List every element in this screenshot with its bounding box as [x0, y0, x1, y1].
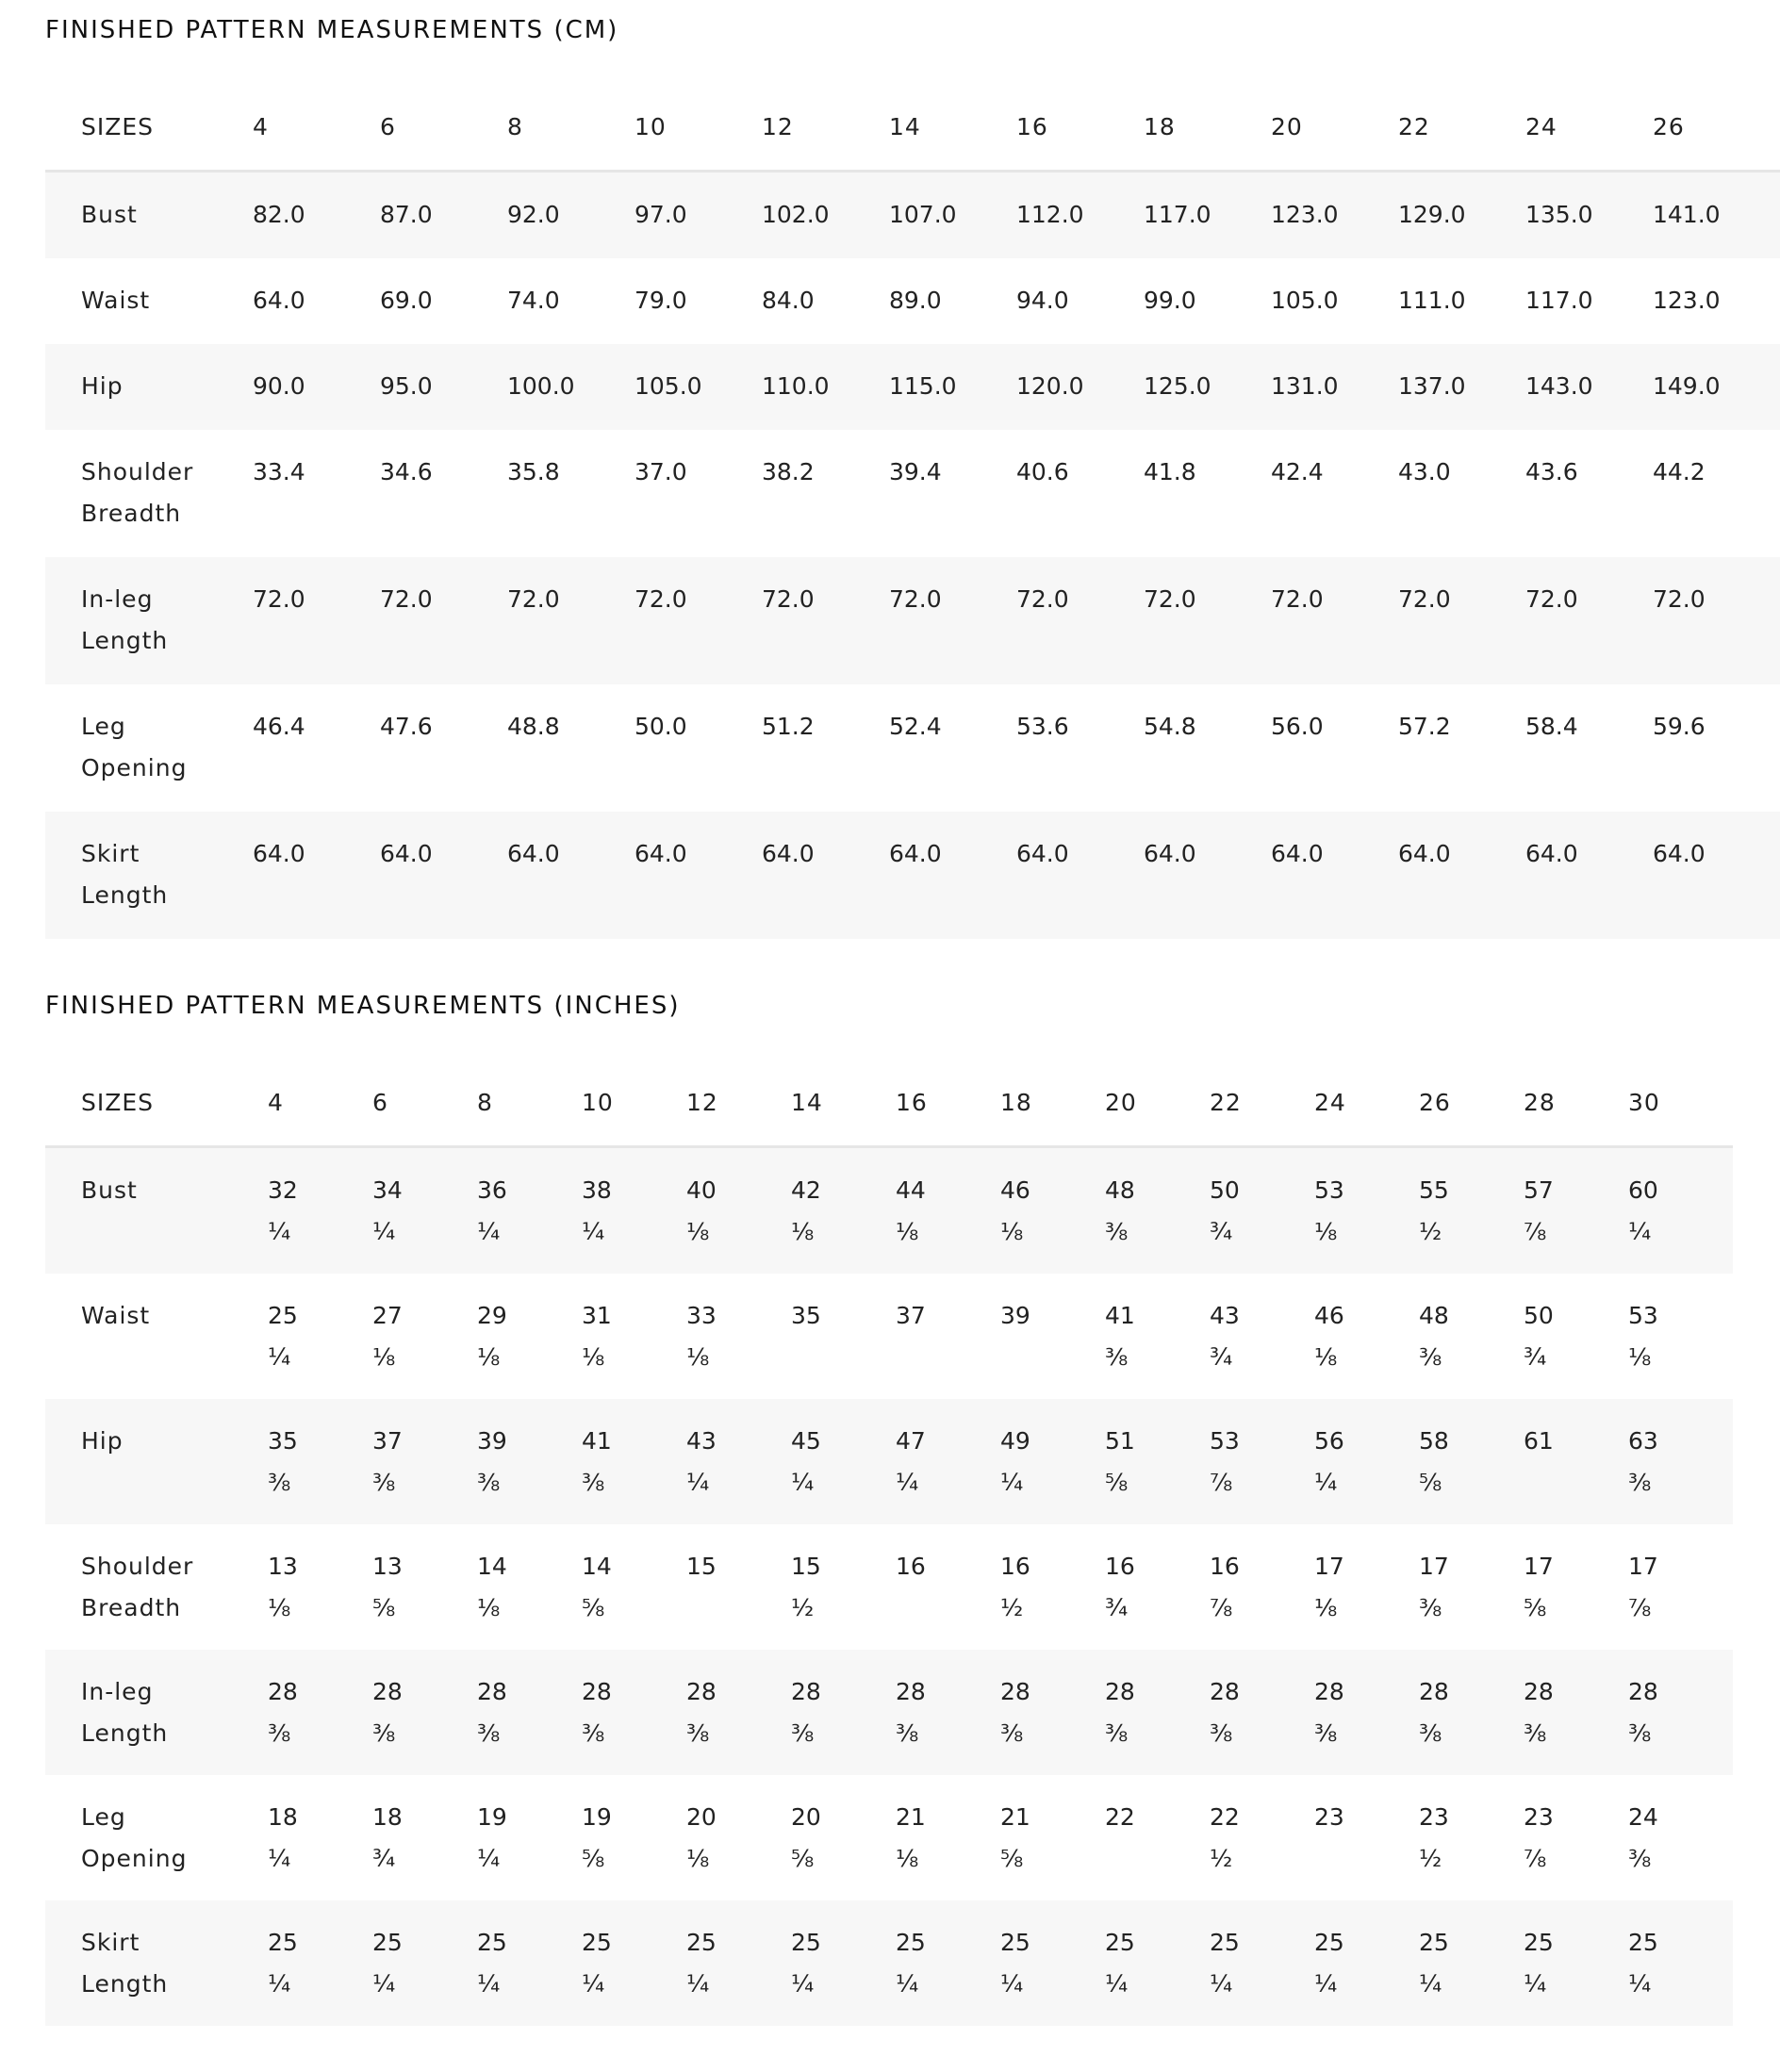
measurement-cell: 47.6	[380, 713, 433, 740]
measurement-cell: 18 ¼	[268, 1803, 298, 1872]
measurement-cell: 87.0	[380, 201, 433, 228]
measurement-cell: 28 ⅜	[1628, 1678, 1658, 1747]
measurement-cell: 33 ⅛	[686, 1302, 717, 1371]
measurement-cell: 25 ¼	[791, 1929, 821, 1998]
measurement-cell: 44 ⅛	[896, 1176, 926, 1245]
measurement-cell: 50 ¾	[1524, 1302, 1554, 1371]
measurement-cell: 14 ⅝	[582, 1553, 612, 1621]
size-header-22: 22	[1210, 1089, 1242, 1116]
measurement-cell: 42 ⅛	[791, 1176, 821, 1245]
measurement-cell: 25 ¼	[372, 1929, 403, 1998]
measurement-cell: 20 ⅝	[791, 1803, 821, 1872]
row-label: Hip	[81, 372, 124, 400]
measurement-cell: 15 ½	[791, 1553, 821, 1621]
measurement-cell: 72.0	[1525, 585, 1578, 613]
measurement-cell: 105.0	[1271, 287, 1339, 314]
measurement-cell: 25 ¼	[686, 1929, 717, 1998]
measurement-cell: 25 ¼	[268, 1929, 298, 1998]
measurement-cell: 28 ⅜	[791, 1678, 821, 1747]
measurement-cell: 120.0	[1016, 372, 1084, 400]
table-row	[45, 1524, 1733, 1650]
size-header-26: 26	[1419, 1089, 1451, 1116]
measurement-cell: 72.0	[1144, 585, 1196, 613]
table-row	[45, 172, 1780, 259]
table-row	[45, 344, 1780, 430]
row-label: Shoulder Breadth	[81, 458, 194, 527]
measurement-cell: 40.6	[1016, 458, 1069, 485]
measurement-cell: 38.2	[762, 458, 815, 485]
measurement-cell: 143.0	[1525, 372, 1593, 400]
measurement-cell: 72.0	[1271, 585, 1324, 613]
measurement-cell: 16 ¾	[1105, 1553, 1135, 1621]
measurement-cell: 94.0	[1016, 287, 1069, 314]
row-label: Bust	[81, 201, 138, 228]
measurement-cell: 56 ¼	[1314, 1427, 1344, 1496]
measurement-cell: 110.0	[762, 372, 830, 400]
measurement-cell: 117.0	[1144, 201, 1211, 228]
measurement-cell: 27 ⅛	[372, 1302, 403, 1371]
measurement-cell: 64.0	[1398, 840, 1451, 867]
measurement-cell: 43.0	[1398, 458, 1451, 485]
measurement-cell: 64.0	[762, 840, 815, 867]
measurement-cell: 22 ½	[1210, 1803, 1240, 1872]
measurement-cell: 48 ⅜	[1105, 1176, 1135, 1245]
measurement-cell: 25 ¼	[1210, 1929, 1240, 1998]
cm-measurements-table	[45, 85, 1780, 939]
measurement-cell: 23 ½	[1419, 1803, 1449, 1872]
measurement-cell: 28 ⅜	[686, 1678, 717, 1747]
size-header-10: 10	[635, 113, 667, 140]
measurement-cell: 57.2	[1398, 713, 1451, 740]
measurement-cell: 72.0	[1398, 585, 1451, 613]
measurement-cell: 131.0	[1271, 372, 1339, 400]
table-row	[45, 430, 1780, 557]
measurement-cell: 46 ⅛	[1000, 1176, 1030, 1245]
measurement-cell: 20 ⅛	[686, 1803, 717, 1872]
measurement-cell: 123.0	[1271, 201, 1339, 228]
measurement-cell: 34 ¼	[372, 1176, 403, 1245]
measurement-cell: 64.0	[507, 840, 560, 867]
table-header-row	[45, 1061, 1733, 1147]
measurement-cell: 115.0	[889, 372, 957, 400]
measurement-cell: 17 ⅞	[1628, 1553, 1658, 1621]
measurement-cell: 50 ¾	[1210, 1176, 1240, 1245]
measurement-cell: 51.2	[762, 713, 815, 740]
measurement-cell: 46 ⅛	[1314, 1302, 1344, 1371]
size-header-18: 18	[1144, 113, 1176, 140]
measurement-cell: 48 ⅜	[1419, 1302, 1449, 1371]
size-header-10: 10	[582, 1089, 614, 1116]
measurement-cell: 55 ½	[1419, 1176, 1449, 1245]
row-label: Waist	[81, 287, 151, 314]
measurement-cell: 21 ⅝	[1000, 1803, 1030, 1872]
size-header-26: 26	[1653, 113, 1685, 140]
measurement-cell: 99.0	[1144, 287, 1196, 314]
measurement-cell: 24 ⅜	[1628, 1803, 1658, 1872]
row-label: Hip	[81, 1427, 124, 1455]
measurement-cell: 72.0	[253, 585, 305, 613]
measurement-cell: 44.2	[1653, 458, 1706, 485]
row-label: Skirt Length	[81, 1929, 169, 1998]
size-header-16: 16	[896, 1089, 928, 1116]
measurement-cell: 79.0	[635, 287, 687, 314]
measurement-cell: 72.0	[762, 585, 815, 613]
measurement-cell: 25 ¼	[896, 1929, 926, 1998]
measurement-cell: 64.0	[1653, 840, 1706, 867]
measurement-cell: 16 ⅞	[1210, 1553, 1240, 1621]
measurement-cell: 53.6	[1016, 713, 1069, 740]
table-row	[45, 1147, 1733, 1274]
inch-table-container[interactable]	[45, 1061, 1712, 2045]
measurement-cell: 74.0	[507, 287, 560, 314]
measurement-cell: 23 ⅞	[1524, 1803, 1554, 1872]
size-header-22: 22	[1398, 113, 1430, 140]
measurement-cell: 25 ¼	[1524, 1929, 1554, 1998]
measurement-cell: 47 ¼	[896, 1427, 926, 1496]
measurement-cell: 28 ⅜	[477, 1678, 507, 1747]
measurement-cell: 58 ⅝	[1419, 1427, 1449, 1496]
measurement-cell: 64.0	[1525, 840, 1578, 867]
measurement-cell: 13 ⅝	[372, 1553, 403, 1621]
row-label: Skirt Length	[81, 840, 169, 909]
measurement-cell: 14 ⅛	[477, 1553, 507, 1621]
measurement-cell: 89.0	[889, 287, 942, 314]
size-header-6: 6	[372, 1089, 388, 1116]
measurement-cell: 90.0	[253, 372, 305, 400]
measurement-cell: 21 ⅛	[896, 1803, 926, 1872]
measurement-cell: 25 ¼	[1000, 1929, 1030, 1998]
measurement-cell: 39 ⅜	[477, 1427, 507, 1496]
measurement-cell: 37.0	[635, 458, 687, 485]
measurement-cell: 72.0	[1016, 585, 1069, 613]
row-label: In-leg Length	[81, 1678, 169, 1747]
measurement-cell: 35 ⅜	[268, 1427, 298, 1496]
measurement-cell: 28 ⅜	[1314, 1678, 1344, 1747]
measurement-cell: 100.0	[507, 372, 575, 400]
measurement-cell: 17 ⅛	[1314, 1553, 1344, 1621]
measurement-cell: 72.0	[1653, 585, 1706, 613]
measurement-cell: 28 ⅜	[1419, 1678, 1449, 1747]
measurement-cell: 39.4	[889, 458, 942, 485]
measurement-cell: 111.0	[1398, 287, 1466, 314]
measurement-cell: 33.4	[253, 458, 305, 485]
measurement-cell: 64.0	[1144, 840, 1196, 867]
measurement-cell: 105.0	[635, 372, 702, 400]
measurement-cell: 19 ¼	[477, 1803, 507, 1872]
measurement-cell: 52.4	[889, 713, 942, 740]
measurement-cell: 69.0	[380, 287, 433, 314]
measurement-cell: 32 ¼	[268, 1176, 298, 1245]
size-header-18: 18	[1000, 1089, 1032, 1116]
measurement-cell: 50.0	[635, 713, 687, 740]
cm-table-title: FINISHED PATTERN MEASUREMENTS (CM)	[45, 16, 619, 44]
measurement-cell: 64.0	[380, 840, 433, 867]
measurement-cell: 16	[896, 1553, 926, 1580]
measurement-cell: 17 ⅜	[1419, 1553, 1449, 1621]
measurement-cell: 40 ⅛	[686, 1176, 717, 1245]
measurement-cell: 39	[1000, 1302, 1030, 1329]
size-header-12: 12	[686, 1089, 718, 1116]
size-header-30: 30	[1628, 1089, 1660, 1116]
measurement-cell: 59.6	[1653, 713, 1706, 740]
table-row	[45, 1399, 1733, 1524]
measurement-cell: 58.4	[1525, 713, 1578, 740]
measurement-cell: 60 ¼	[1628, 1176, 1658, 1245]
size-header-20: 20	[1105, 1089, 1137, 1116]
measurement-cell: 25 ¼	[1105, 1929, 1135, 1998]
measurement-cell: 38 ¼	[582, 1176, 612, 1245]
size-header-14: 14	[889, 113, 921, 140]
size-header-16: 16	[1016, 113, 1048, 140]
table-row	[45, 1274, 1733, 1399]
measurement-cell: 25 ¼	[1314, 1929, 1344, 1998]
measurement-cell: 64.0	[253, 287, 305, 314]
measurement-cell: 28 ⅜	[1524, 1678, 1554, 1747]
measurement-cell: 72.0	[635, 585, 687, 613]
measurement-cell: 19 ⅝	[582, 1803, 612, 1872]
measurement-cell: 92.0	[507, 201, 560, 228]
table-row	[45, 684, 1780, 812]
row-label: Bust	[81, 1176, 138, 1204]
measurement-cell: 51 ⅝	[1105, 1427, 1135, 1496]
measurement-cell: 35	[791, 1302, 821, 1329]
measurement-cell: 31 ⅛	[582, 1302, 612, 1371]
table-row	[45, 1775, 1733, 1900]
measurement-cell: 41 ⅜	[1105, 1302, 1135, 1371]
measurement-cell: 37 ⅜	[372, 1427, 403, 1496]
measurement-cell: 72.0	[507, 585, 560, 613]
cm-table-container[interactable]	[45, 85, 1721, 949]
table-row	[45, 812, 1780, 939]
measurement-cell: 42.4	[1271, 458, 1324, 485]
measurement-cell: 57 ⅞	[1524, 1176, 1554, 1245]
measurement-cell: 25 ¼	[268, 1302, 298, 1371]
measurement-cell: 13 ⅛	[268, 1553, 298, 1621]
measurement-cell: 95.0	[380, 372, 433, 400]
measurement-cell: 63 ⅜	[1628, 1427, 1658, 1496]
inch-table-title: FINISHED PATTERN MEASUREMENTS (INCHES)	[45, 992, 681, 1020]
size-header-24: 24	[1525, 113, 1558, 140]
measurement-cell: 61	[1524, 1427, 1554, 1455]
measurement-cell: 22	[1105, 1803, 1135, 1831]
measurement-cell: 25 ¼	[582, 1929, 612, 1998]
measurement-cell: 28 ⅜	[582, 1678, 612, 1747]
size-header-20: 20	[1271, 113, 1303, 140]
measurement-cell: 41 ⅜	[582, 1427, 612, 1496]
measurement-cell: 149.0	[1653, 372, 1721, 400]
measurement-cell: 46.4	[253, 713, 305, 740]
measurement-cell: 97.0	[635, 201, 687, 228]
measurement-cell: 41.8	[1144, 458, 1196, 485]
measurement-cell: 53 ⅞	[1210, 1427, 1240, 1496]
row-label: Leg Opening	[81, 713, 188, 781]
sizes-header: SIZES	[81, 1089, 155, 1116]
size-header-14: 14	[791, 1089, 823, 1116]
measurement-cell: 28 ⅜	[268, 1678, 298, 1747]
size-header-4: 4	[268, 1089, 284, 1116]
row-label: Shoulder Breadth	[81, 1553, 194, 1621]
size-header-28: 28	[1524, 1089, 1556, 1116]
measurement-cell: 18 ¾	[372, 1803, 403, 1872]
measurement-cell: 15	[686, 1553, 717, 1580]
measurement-cell: 25 ¼	[1419, 1929, 1449, 1998]
measurement-cell: 49 ¼	[1000, 1427, 1030, 1496]
measurement-cell: 43 ¼	[686, 1427, 717, 1496]
measurement-cell: 43 ¾	[1210, 1302, 1240, 1371]
measurement-cell: 25 ¼	[1628, 1929, 1658, 1998]
measurement-cell: 48.8	[507, 713, 560, 740]
measurement-cell: 23	[1314, 1803, 1344, 1831]
size-header-8: 8	[507, 113, 523, 140]
measurement-cell: 72.0	[380, 585, 433, 613]
measurement-cell: 64.0	[253, 840, 305, 867]
measurement-cell: 125.0	[1144, 372, 1211, 400]
measurement-cell: 16 ½	[1000, 1553, 1030, 1621]
measurement-cell: 43.6	[1525, 458, 1578, 485]
measurement-cell: 28 ⅜	[896, 1678, 926, 1747]
measurement-cell: 28 ⅜	[1000, 1678, 1030, 1747]
measurement-cell: 107.0	[889, 201, 957, 228]
table-row	[45, 1900, 1733, 2026]
row-label: Waist	[81, 1302, 151, 1329]
measurement-cell: 53 ⅛	[1628, 1302, 1658, 1371]
table-row	[45, 557, 1780, 684]
measurement-cell: 56.0	[1271, 713, 1324, 740]
row-label: In-leg Length	[81, 585, 169, 654]
measurement-cell: 34.6	[380, 458, 433, 485]
measurement-cell: 54.8	[1144, 713, 1196, 740]
size-header-4: 4	[253, 113, 269, 140]
measurement-cell: 37	[896, 1302, 926, 1329]
measurement-cell: 64.0	[1016, 840, 1069, 867]
measurement-cell: 64.0	[635, 840, 687, 867]
measurement-cell: 35.8	[507, 458, 560, 485]
measurement-cell: 129.0	[1398, 201, 1466, 228]
measurement-cell: 72.0	[889, 585, 942, 613]
measurement-cell: 84.0	[762, 287, 815, 314]
measurement-cell: 117.0	[1525, 287, 1593, 314]
table-row	[45, 1650, 1733, 1775]
sizes-header: SIZES	[81, 113, 155, 140]
size-header-24: 24	[1314, 1089, 1346, 1116]
measurement-cell: 64.0	[889, 840, 942, 867]
size-header-6: 6	[380, 113, 396, 140]
measurement-cell: 102.0	[762, 201, 830, 228]
measurement-cell: 135.0	[1525, 201, 1593, 228]
size-header-8: 8	[477, 1089, 493, 1116]
inch-measurements-table	[45, 1061, 1733, 2026]
measurement-cell: 17 ⅝	[1524, 1553, 1554, 1621]
table-header-row	[45, 85, 1780, 172]
measurement-cell: 36 ¼	[477, 1176, 507, 1245]
measurement-cell: 82.0	[253, 201, 305, 228]
measurement-cell: 28 ⅜	[372, 1678, 403, 1747]
row-label: Leg Opening	[81, 1803, 188, 1872]
measurement-cell: 137.0	[1398, 372, 1466, 400]
measurement-cell: 28 ⅜	[1210, 1678, 1240, 1747]
measurement-cell: 53 ⅛	[1314, 1176, 1344, 1245]
measurement-cell: 25 ¼	[477, 1929, 507, 1998]
measurement-cell: 112.0	[1016, 201, 1084, 228]
size-header-12: 12	[762, 113, 794, 140]
measurement-cell: 141.0	[1653, 201, 1721, 228]
measurement-cell: 64.0	[1271, 840, 1324, 867]
measurement-cell: 123.0	[1653, 287, 1721, 314]
measurement-cell: 45 ¼	[791, 1427, 821, 1496]
measurement-cell: 29 ⅛	[477, 1302, 507, 1371]
measurement-cell: 28 ⅜	[1105, 1678, 1135, 1747]
table-row	[45, 258, 1780, 344]
